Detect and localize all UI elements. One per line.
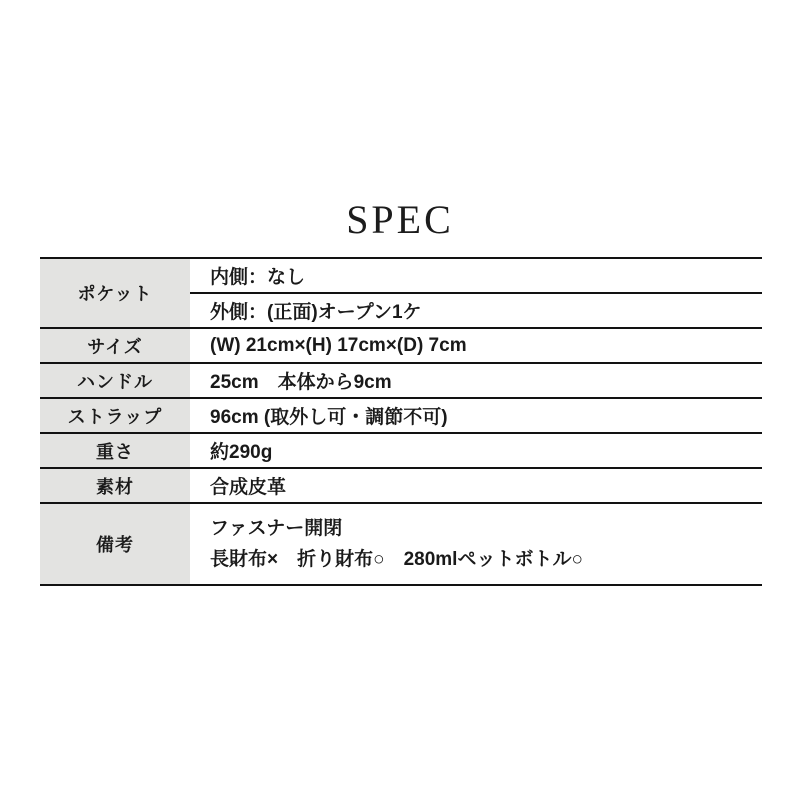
row-label-handle: ハンドル [40,364,190,397]
row-label-weight: 重さ [40,434,190,467]
table-row-material [40,469,762,504]
table-row-notes [40,504,762,586]
table-row-handle [40,364,762,399]
table-row-pocket [40,259,762,329]
notes-line-1: ファスナー開閉 [210,518,343,539]
table-row-size [40,329,762,364]
pocket-value-stack [190,259,762,327]
pocket-outer-value: 外側：(正面)オープン1ケ [210,302,422,323]
row-label-strap: ストラップ [40,399,190,432]
table-row-weight [40,434,762,469]
spec-table [40,257,762,586]
page-title: SPEC [346,197,454,242]
pocket-inner-value: 内側：なし [190,259,762,294]
notes-line-2: 長財布× 折り財布○ 280mlペットボトル○ [210,549,583,570]
row-label-material: 素材 [40,469,190,502]
material-value: 合成皮革 [210,477,287,498]
notes-value [190,504,762,584]
strap-value: 96cm (取外し可・調節不可) [210,407,448,428]
row-label-notes: 備考 [40,504,190,584]
weight-value: 約290g [210,442,273,463]
row-label-pocket: ポケット [40,259,190,327]
table-row-strap [40,399,762,434]
handle-value: 25cm 本体から9cm [210,372,392,393]
row-label-size: サイズ [40,329,190,362]
size-value: (W) 21cm×(H) 17cm×(D) 7cm [210,334,467,356]
